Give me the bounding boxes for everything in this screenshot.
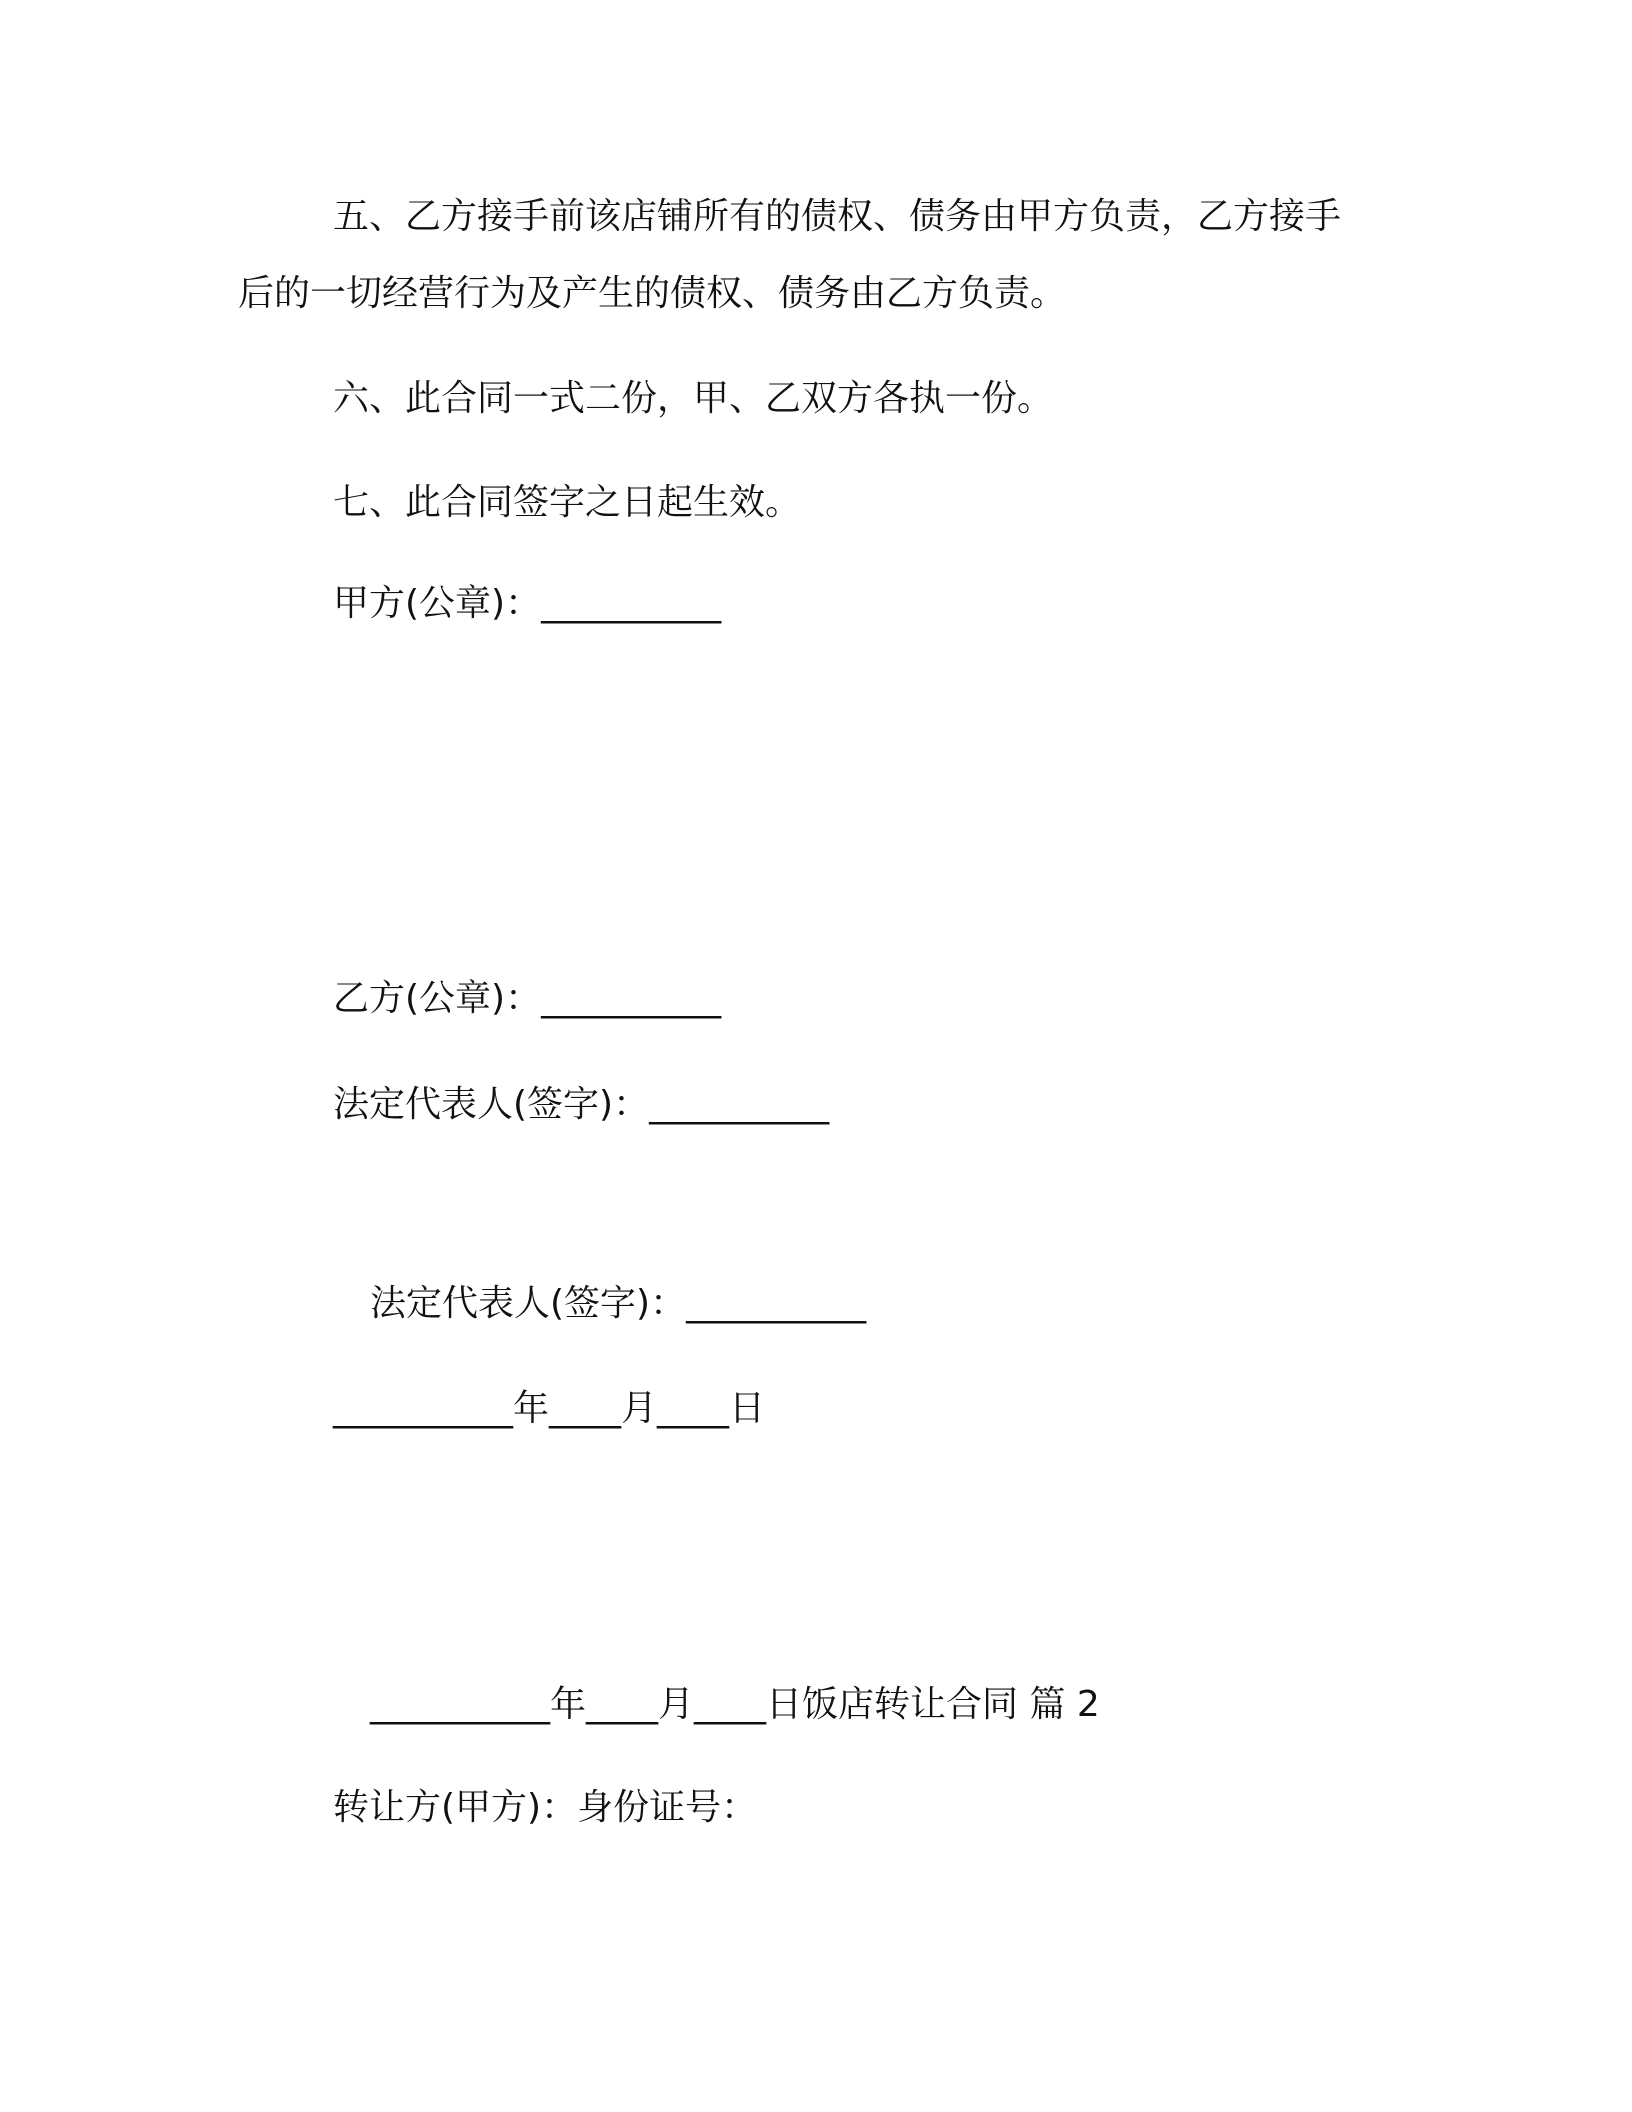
clause-5-line-1: 五、乙方接手前该店铺所有的债权、债务由甲方负责，乙方接手 bbox=[333, 196, 1342, 237]
party-b-seal-line: 乙方(公章)：__________ bbox=[333, 978, 722, 1019]
transferor-id-line: 转让方(甲方)：身份证号： bbox=[333, 1787, 758, 1828]
legal-representative-line-2: 法定代表人(签字)：__________ bbox=[370, 1283, 867, 1324]
clause-6: 六、此合同一式二份，甲、乙双方各执一份。 bbox=[333, 378, 1054, 419]
party-a-seal-line: 甲方(公章)：__________ bbox=[333, 583, 722, 624]
date-line: __________年____月____日 bbox=[333, 1388, 765, 1429]
legal-representative-line-1: 法定代表人(签字)：__________ bbox=[333, 1084, 830, 1125]
section-2-heading: __________年____月____日饭店转让合同 篇 2 bbox=[370, 1684, 1100, 1725]
clause-7: 七、此合同签字之日起生效。 bbox=[333, 482, 802, 523]
clause-5-line-2: 后的一切经营行为及产生的债权、债务由乙方负责。 bbox=[238, 273, 1067, 314]
